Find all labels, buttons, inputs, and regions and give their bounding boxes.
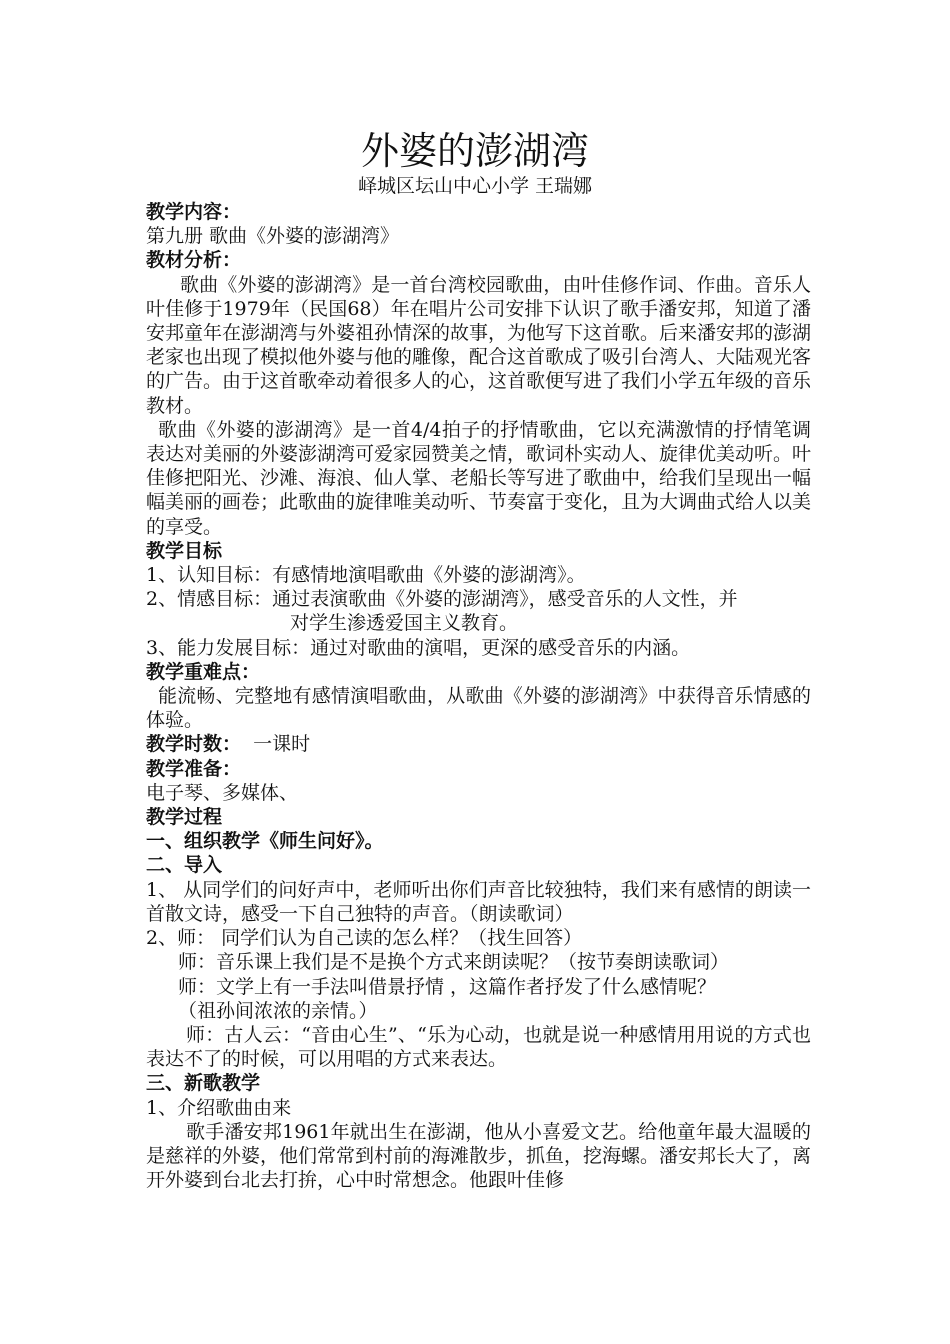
key-points-text: 能流畅、完整地有感情演唱歌曲，从歌曲《外婆的澎湖湾》中获得音乐情感的体验。 (146, 685, 811, 732)
step-2-teacher-2-answer: （祖孙间浓浓的亲情。） (178, 999, 378, 1022)
time-line (146, 732, 811, 756)
author-line: 峄城区坛山中心小学 王瑞娜 (357, 175, 593, 197)
key-points-heading: 教学重难点： (146, 660, 261, 683)
step-3-item-1: 1、介绍歌曲由来 (146, 1096, 292, 1119)
time-heading: 教学时数： (146, 733, 242, 756)
goals-heading: 教学目标 (146, 539, 223, 562)
analysis-paragraph-1: 歌曲《外婆的澎湖湾》是一首台湾校园歌曲，由叶佳修作词、作曲。音乐人叶佳修于1979年（民国68）年在唱片公司安排下认识了歌手潘安邦，知道了潘安邦童年在澎湖湾与外婆祖孙情深的故事，为他写下这首歌。后来潘安邦的澎湖老家也出现了模拟他外婆与他的雕像，配合这首歌成了吸引台湾人、大陆观光客的广告。由于这首歌牵动着很多人的心，这首歌便写进了我们小学五年级的音乐教材。 (146, 273, 812, 417)
step-3-heading: 三、新歌教学 (146, 1072, 261, 1095)
prep-heading: 教学准备： (146, 757, 242, 780)
step-3-text: 歌手潘安邦1961年就出生在澎湖，他从小喜爱文艺。给他童年最大温暖的是慈祥的外婆，他们常常到村前的海滩散步，抓鱼，挖海螺。潘安邦长大了，离开外婆到台北去打拚，心中时常想念。他跟叶佳修 (146, 1120, 812, 1192)
step-2-teacher-3: 师：古人云：“音由心生”、“乐为心动，也就是说一种感情用用说的方式也表达不了的时候，可以用唱的方式来表达。 (146, 1023, 811, 1071)
goal-3: 3、能力发展目标：通过对歌曲的演唱，更深的感受音乐的内涵。 (146, 636, 691, 659)
goal-2-continuation: 对学生渗透爱国主义教育。 (290, 612, 519, 635)
prep-text: 电子琴、多媒体、 (146, 781, 299, 804)
step-1-heading: 一、组织教学《师生问好》。 (146, 830, 384, 853)
goal-2: 2、情感目标：通过表演歌曲《外婆的澎湖湾》，感受音乐的人文性，并 (146, 588, 738, 611)
content-text: 第九册 歌曲《外婆的澎湖湾》 (146, 225, 400, 248)
document-body (146, 200, 811, 1192)
step-2-item-1: 1、 从同学们的问好声中，老师听出你们声音比较独特，我们来有感情的朗读一首散文诗，感受一下自己独特的声音。（朗读歌词） (146, 878, 811, 925)
content-heading: 教学内容： (146, 201, 242, 223)
step-2-heading: 二、导入 (146, 854, 223, 877)
analysis-paragraph-2: 歌曲《外婆的澎湖湾》是一首4/4拍子的抒情歌曲，它以充满激情的抒情笔调表达对美丽的外婆澎湖湾可爱家园赞美之情，歌词朴实动人、旋律优美动听。叶佳修把阳光、沙滩、海浪、仙人掌、老船长等写进了歌曲中，给我们呈现出一幅幅美丽的画卷；此歌曲的旋律唯美动听、节奏富于变化，且为大调曲式给人以美的享受。 (146, 418, 812, 538)
analysis-heading: 教材分析： (146, 249, 242, 272)
step-2-teacher-1: 师：音乐课上我们是不是换个方式来朗读呢？（按节奏朗读歌词） (178, 951, 730, 974)
step-2-item-2: 2、师： 同学们认为自己读的怎么样？（找生回答） (146, 927, 583, 950)
time-text: 一课时 (253, 733, 311, 756)
document-title: 外婆的澎湖湾 (360, 129, 589, 173)
step-2-teacher-2: 师：文学上有一手法叫借景抒情 ，这篇作者抒发了什么感情呢？ (178, 975, 717, 998)
goal-1: 1、认知目标：有感情地演唱歌曲《外婆的澎湖湾》。 (146, 564, 586, 587)
process-heading: 教学过程 (146, 806, 223, 829)
